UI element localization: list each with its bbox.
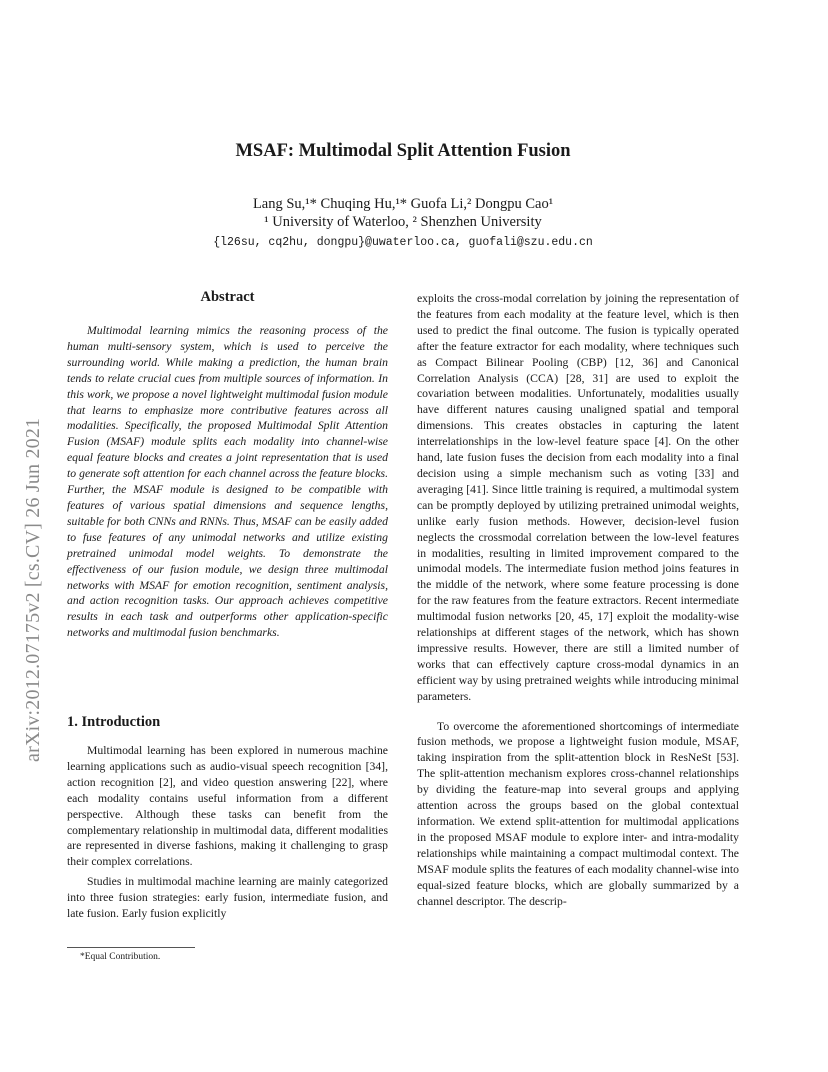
section-heading-introduction: 1. Introduction — [67, 714, 161, 730]
introduction-left-column — [67, 743, 388, 922]
paper-title: MSAF: Multimodal Split Attention Fusion — [235, 141, 571, 161]
intro-paragraph-1: Multimodal learning has been explored in numerous machine learning applications such as audio-visual speech recognition [34], action recognition [2], and video question answering [22], where each modality contains useful information from a different perspective. Although these tasks can benefit from the complementary relationship in multimodal data, different modalities are represented in diverse fashions, making it challenging to grasp their complex correlations. — [67, 744, 388, 869]
abstract-text: Multimodal learning mimics the reasoning process of the human multi-sensory system, which is used to perceive the surrounding world. While making a prediction, the human brain tends to relate crucial cues from multiple sources of information. In this work, we propose a novel lightweight multimodal fusion module that learns to emphasize more contributive features across all modalities. Specifically, the proposed Multimodal Split Attention Fusion (MSAF) module splits each modality into channel-wise equal feature blocks and creates a joint representation that is used to generate soft attention for each channel across the feature blocks. Further, the MSAF module is designed to be compatible with features of various spatial dimensions and sequence lengths, suitable for both CNNs and RNNs. Thus, MSAF can be easily added to fuse features of any unimodal networks and utilize existing pretrained unimodal model weights. To demonstrate the effectiveness of our fusion module, we design three multimodal networks with MSAF for emotion recognition, sentiment analysis, and action recognition tasks. Our approach achieves competitive results in each task and outperforms other application-specific networks and multimodal fusion benchmarks. — [67, 324, 388, 640]
arxiv-side-stamp: arXiv:2012.07175v2 [cs.CV] 26 Jun 2021 — [22, 417, 44, 762]
right-paragraph-1: exploits the cross-modal correlation by joining the representation of the features from each modality at the feature level, which is then used to predict the final outcome. The fusion is typically operated after the feature extractor for each modality, where techniques such as Compact Bilinear Pooling (CBP) [12, 36] and Canonical Correlation Analysis (CCA) [28, 31] are used to exploit the covariation between modalities. Unfortunately, modalities usually have different natures causing unaligned spatial and temporal dimensions. This creates obstacles in capturing the latent interrelationships in the low-level feature space [4]. On the other hand, late fusion fuses the decision from each modality into a final decision using a simple mechanism such as voting [33] and averaging [41]. Since little training is required, a multimodal system can be promptly deployed by utilizing pretrained unimodal weights, unlike early fusion methods. However, decision-level fusion neglects the crossmodal correlation between the low-level features in modalities, resulting in limited improvement compared to the unimodal models. The intermediate fusion method joins features in the middle of the network, where some feature processing is done for the raw features from the feature extractors. Recent intermediate multimodal fusion networks [20, 45, 17] exploit the modality-wise relationships at different stages of the network, which has shown impressive results. However, there are still a limited number of works that can effectively capture cross-modal dynamics in an efficient way by using pretrained weights while introducing minimal parameters. — [417, 292, 739, 703]
right-column — [417, 291, 739, 909]
abstract-heading: Abstract — [200, 289, 255, 305]
right-paragraph-2: To overcome the aforementioned shortcomings of intermediate fusion methods, we propose a lightweight fusion module, MSAF, taking inspiration from the split-attention block in ResNeSt [53]. The split-attention mechanism explores cross-channel relationships by dividing the feature-map into several groups and applying attention across the groups based on the global contextual information. We extend split-attention for multimodal applications in the proposed MSAF module to explore inter- and intra-modality relationships while maintaining a compact multimodal context. The MSAF module splits the features of each modality channel-wise into equal-sized feature blocks, which are globally summarized by a channel descriptor. The descrip- — [417, 719, 739, 908]
affiliations: ¹ University of Waterloo, ² Shenzhen University — [264, 214, 542, 230]
footnote: *Equal Contribution. — [80, 952, 161, 962]
author-list: Lang Su,¹* Chuqing Hu,¹* Guofa Li,² Dongpu Cao¹ — [252, 196, 554, 212]
author-emails: {l26su, cq2hu, dongpu}@uwaterloo.ca, guofali@szu.edu.cn — [213, 236, 593, 249]
abstract-body — [67, 323, 388, 641]
footnote-rule — [67, 947, 195, 948]
intro-paragraph-2: Studies in multimodal machine learning are mainly categorized into three fusion strategies: early fusion, intermediate fusion, and late fusion. Early fusion explicitly — [67, 875, 388, 921]
